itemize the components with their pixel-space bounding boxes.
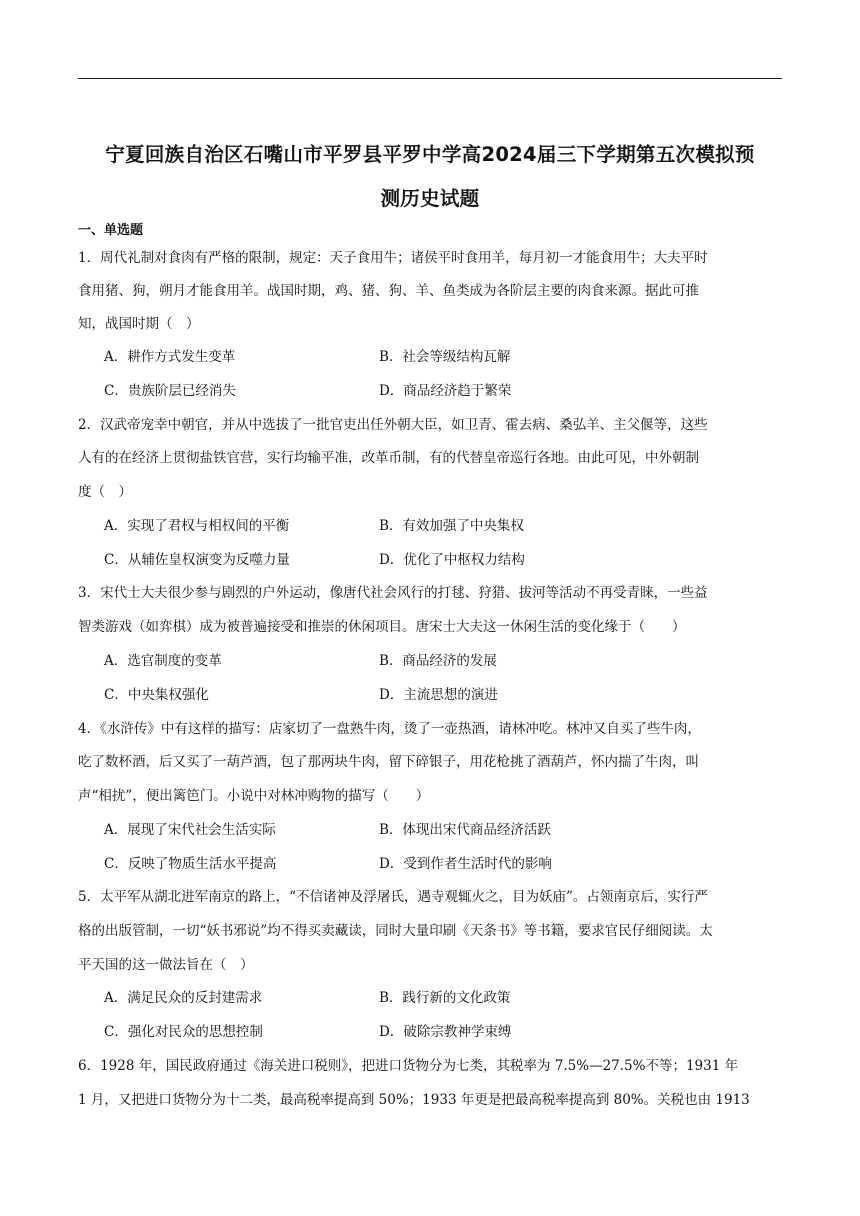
question-5-option-b[interactable]: B．践行新的文化政策: [379, 990, 511, 1006]
question-3-line-2: 智类游戏（如弈棋）成为被普遍接受和推崇的休闲项目。唐宋士大夫这一休闲生活的变化缘于（ ）: [78, 619, 686, 635]
question-4-line-3: 声“相扰”，便出篱笆门。小说中对林冲购物的描写（ ）: [78, 788, 430, 804]
question-3-option-d[interactable]: D．主流思想的演进: [379, 687, 498, 703]
question-2-line-3: 度（ ）: [78, 484, 132, 500]
question-5-option-d[interactable]: D．破除宗教神学束缚: [379, 1024, 512, 1040]
question-3-option-a[interactable]: A．选官制度的变革: [104, 653, 222, 669]
question-2-option-d[interactable]: D．优化了中枢权力结构: [379, 552, 525, 568]
question-5-line-2: 格的出版管制，一切“妖书邪说”均不得买卖藏读，同时大量印刷《天条书》等书籍，要求官民仔细阅读。太: [78, 923, 713, 939]
header-rule: [78, 78, 782, 79]
question-4-option-d[interactable]: D．受到作者生活时代的影响: [379, 856, 552, 872]
question-1-option-b[interactable]: B．社会等级结构瓦解: [379, 349, 511, 365]
question-4-option-b[interactable]: B．体现出宋代商品经济活跃: [379, 822, 551, 838]
question-5-option-a[interactable]: A．满足民众的反封建需求: [104, 990, 263, 1006]
question-5-line-1: 5．太平军从湖北进军南京的路上，“不信诸神及浮屠氏，遇寺观辄火之，目为妖庙”。占领南京后，实行严: [78, 889, 708, 905]
question-2-line-2: 人有的在经济上贯彻盐铁官营，实行均输平准，改革币制，有的代替皇帝巡行各地。由此可见，中外朝制: [78, 450, 699, 466]
question-2-line-1: 2．汉武帝宠幸中朝官，并从中选拔了一批官吏出任外朝大臣，如卫青、霍去病、桑弘羊、主父偃等，这些: [78, 417, 708, 433]
question-1-option-c[interactable]: C．贵族阶层已经消失: [104, 383, 236, 399]
question-2-option-b[interactable]: B．有效加强了中央集权: [379, 518, 524, 534]
question-5-line-3: 平天国的这一做法旨在（ ）: [78, 957, 254, 973]
section-heading: 一、单选题: [78, 223, 144, 238]
question-3-option-b[interactable]: B．商品经济的发展: [379, 653, 497, 669]
question-2-option-c[interactable]: C．从辅佐皇权演变为反噬力量: [104, 552, 290, 568]
question-1-option-d[interactable]: D．商品经济趋于繁荣: [379, 383, 512, 399]
question-1-line-2: 食用猪、狗，朔月才能食用羊。战国时期，鸡、猪、狗、羊、鱼类成为各阶层主要的肉食来源。据此可推: [78, 283, 699, 299]
page-title-line2: 测历史试题: [380, 187, 480, 210]
question-3-option-c[interactable]: C．中央集权强化: [104, 687, 209, 703]
question-4-option-a[interactable]: A．展现了宋代社会生活实际: [104, 822, 276, 838]
question-4-line-2: 吃了数杯酒，后又买了一葫芦酒，包了那两块牛肉，留下碎银子，用花枪挑了酒葫芦，怀内揣了牛肉，叫: [78, 754, 699, 770]
question-1-option-a[interactable]: A．耕作方式发生变革: [104, 349, 236, 365]
question-3-line-1: 3．宋代士大夫很少参与剧烈的户外运动，像唐代社会风行的打毬、狩猎、拔河等活动不再受青睐，一些益: [78, 585, 708, 601]
question-6-line-2: 1 月，又把进口货物分为十二类，最高税率提高到 50%；1933 年更是把最高税率提高到 80%。关税也由 1913: [78, 1092, 750, 1108]
question-1-line-1: 1．周代礼制对食肉有严格的限制，规定：天子食用牛；诸侯平时食用羊，每月初一才能食用牛；大夫平时: [78, 250, 708, 266]
question-5-option-c[interactable]: C．强化对民众的思想控制: [104, 1024, 263, 1040]
question-4-option-c[interactable]: C．反映了物质生活水平提高: [104, 856, 277, 872]
question-1-line-3: 知，战国时期（ ）: [78, 316, 200, 332]
question-6-line-1: 6．1928 年，国民政府通过《海关进口税则》，把进口货物分为七类，其税率为 7.5%—27.5%不等；1931 年: [78, 1058, 739, 1074]
question-4-line-1: 4．《水浒传》中有这样的描写：店家切了一盘熟牛肉，烫了一壶热酒，请林冲吃。林冲又自买了些牛肉，: [78, 721, 701, 737]
question-2-option-a[interactable]: A．实现了君权与相权间的平衡: [104, 518, 290, 534]
page-title-line1: 宁夏回族自治区石嘴山市平罗县平罗中学高2024届三下学期第五次模拟预: [105, 143, 755, 166]
